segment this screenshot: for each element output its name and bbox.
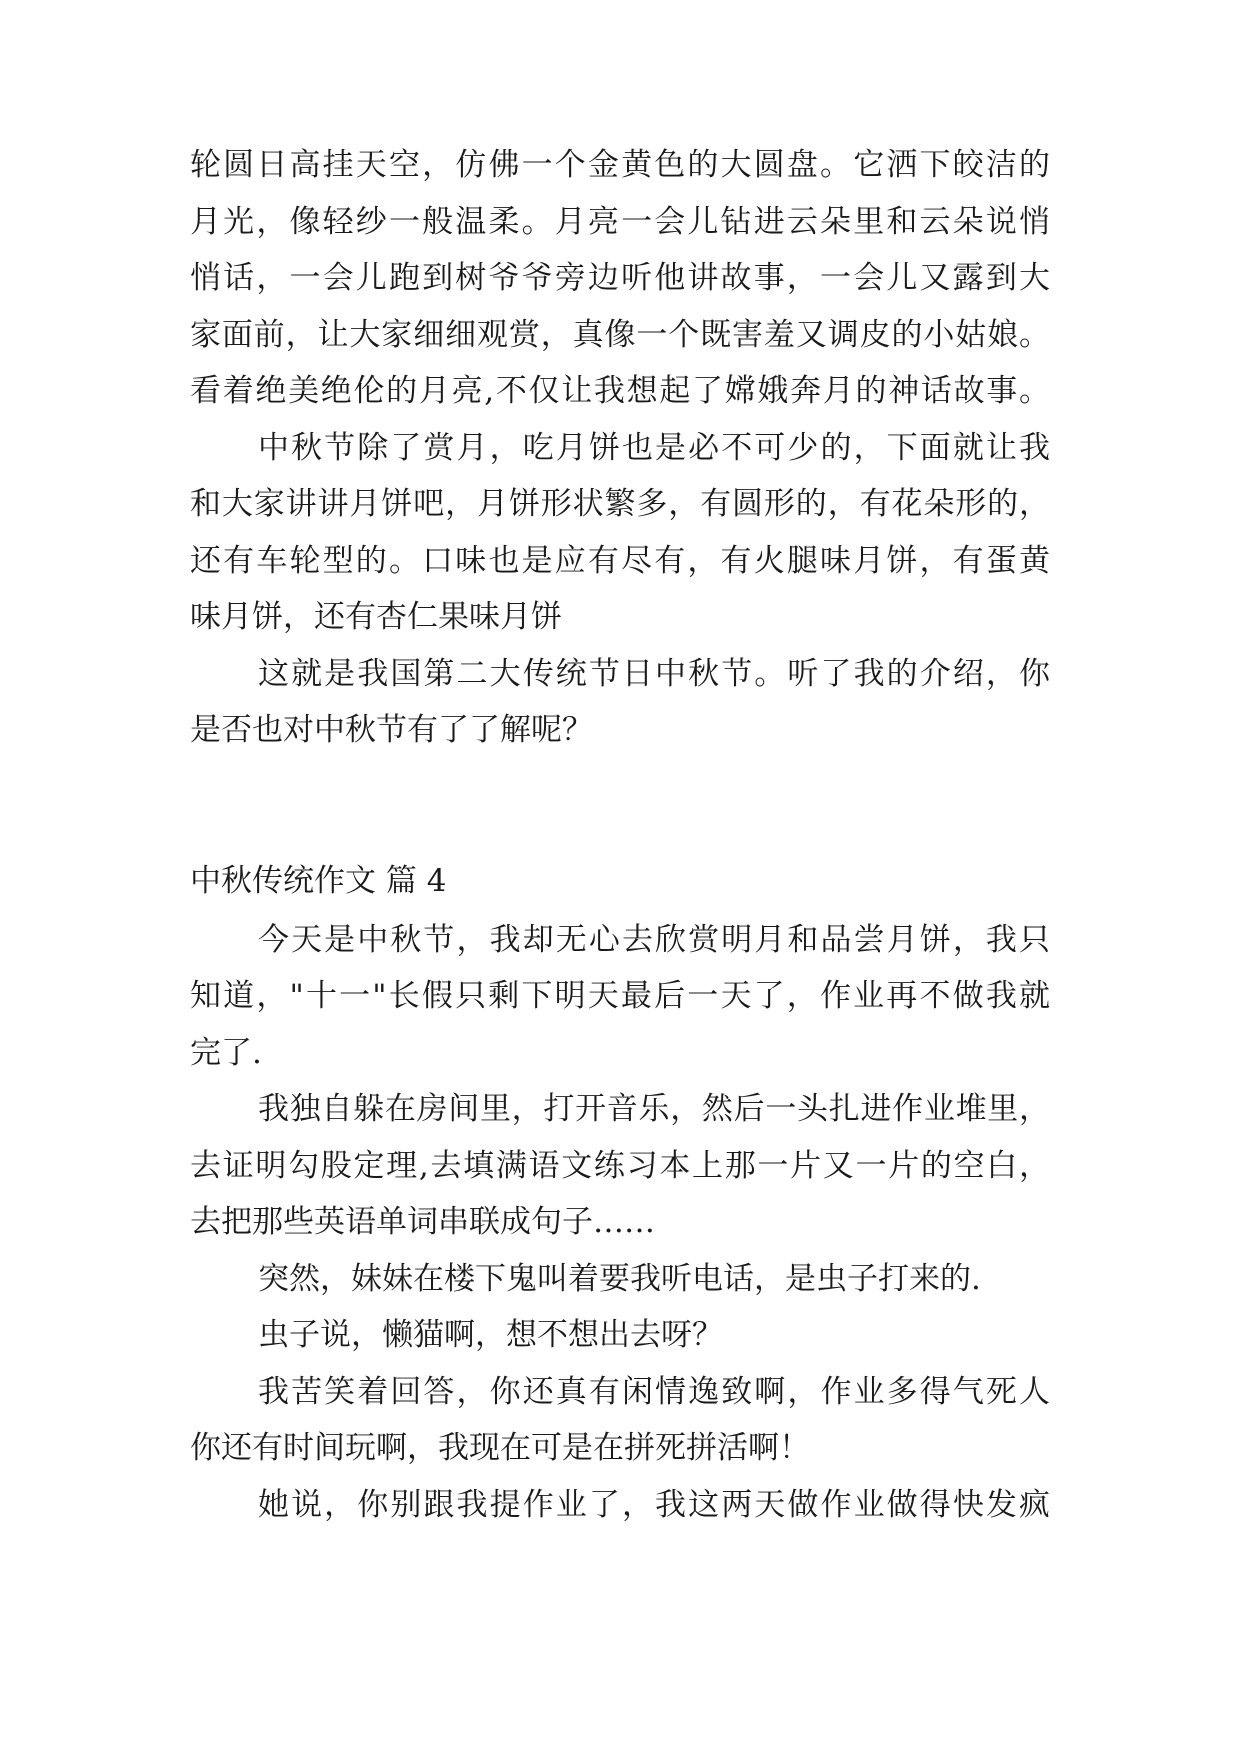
text-line: 今天是中秋节，我却无心去欣赏明月和品尝月饼，我只 — [258, 922, 1050, 958]
text-line: 还有车轮型的。口味也是应有尽有，有火腿味月饼，有蛋黄 — [190, 543, 1050, 579]
text-line: 她说，你别跟我提作业了，我这两天做作业做得快发疯 — [258, 1487, 1050, 1523]
text-line: 和大家讲讲月饼吧，月饼形状繁多，有圆形的，有花朵形的， — [190, 486, 1050, 522]
text-line: 我苦笑着回答，你还真有闲情逸致啊，作业多得气死人 — [258, 1374, 1050, 1410]
section-heading: 中秋传统作文 篇 4 — [190, 863, 447, 899]
text-line: 突然，妹妹在楼下鬼叫着要我听电话，是虫子打来的. — [258, 1261, 981, 1297]
text-line: 我独自躲在房间里，打开音乐，然后一头扎进作业堆里， — [258, 1091, 1050, 1127]
text-line: 轮圆日高挂天空，仿佛一个金黄色的大圆盘。它洒下皎洁的 — [190, 147, 1050, 183]
text-line: 虫子说，懒猫啊，想不想出去呀？ — [258, 1317, 723, 1353]
text-line: 你还有时间玩啊，我现在可是在拼死拼活啊！ — [190, 1430, 810, 1466]
text-line: 悄话，一会儿跑到树爷爷旁边听他讲故事，一会儿又露到大 — [190, 260, 1050, 296]
text-line: 味月饼，还有杏仁果味月饼 — [190, 599, 562, 635]
text-line: 是否也对中秋节有了了解呢？ — [190, 712, 593, 748]
text-line: 看着绝美绝伦的月亮,不仅让我想起了嫦娥奔月的神话故事。 — [190, 373, 1050, 409]
text-line: 中秋节除了赏月，吃月饼也是必不可少的，下面就让我 — [258, 430, 1050, 466]
text-line: 去证明勾股定理,去填满语文练习本上那一片又一片的空白， — [190, 1148, 1050, 1184]
text-line: 月光，像轻纱一般温柔。月亮一会儿钻进云朵里和云朵说悄 — [190, 204, 1050, 240]
text-line: 去把那些英语单词串联成句子…… — [190, 1204, 655, 1240]
text-line: 这就是我国第二大传统节日中秋节。听了我的介绍，你 — [258, 656, 1050, 692]
text-line: 完了. — [190, 1035, 262, 1071]
text-line: 家面前，让大家细细观赏，真像一个既害羞又调皮的小姑娘。 — [190, 317, 1050, 353]
text-line: 知道，"十一"长假只剩下明天最后一天了，作业再不做我就 — [190, 978, 1050, 1014]
